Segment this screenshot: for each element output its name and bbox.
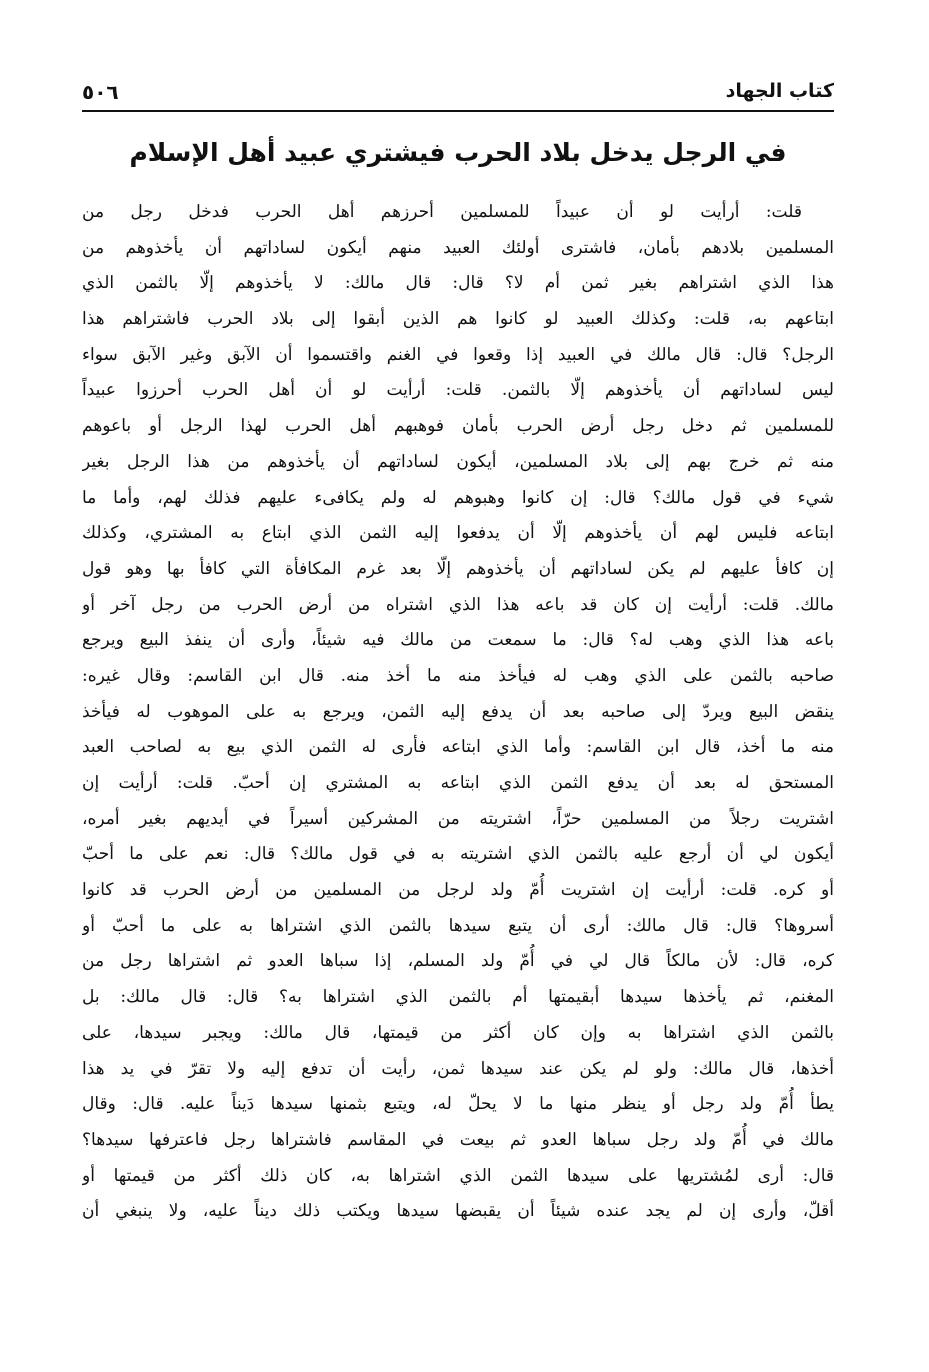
page-header bbox=[82, 74, 834, 112]
page-number: ٥٠٦ bbox=[82, 80, 119, 104]
text-line: أقلّ، وأرى إن لم يجد عنده شيئاً أن يقبضها سيدها ويكتب ذلك ديناً عليه، ولا ينبغي أن bbox=[82, 1201, 834, 1222]
text-line: مالك في أُمّ ولد رجل سباها العدو ثم بيعت في المقاسم فاشتراها رجل فاعترفها سيدها؟ bbox=[82, 1129, 834, 1150]
text-line: بالثمن الذي اشتراها به وإن كان أكثر من قيمتها، قال مالك: ويجبر سيدها، على bbox=[82, 1022, 834, 1043]
chapter-title: في الرجل يدخل بلاد الحرب فيشتري عبيد أهل الإسلام bbox=[129, 138, 787, 167]
text-line: قال: أرى لمُشتريها على سيدها الثمن الذي اشتراها به، كان ذلك أكثر من قيمتها أو bbox=[82, 1165, 834, 1186]
text-line: ابتاعهم به، قلت: وكذلك العبيد لو كانوا هم الذين أبقوا إلى بلاد الحرب فاشتراهم هذا bbox=[82, 309, 834, 330]
text-line: أخذها، قال مالك: ولو لم يكن عند سيدها ثمن، رأيت أن تدفع إليه ولا تقرّ في يد هذا bbox=[82, 1058, 834, 1079]
text-line: ليس لساداتهم أن يأخذوهم إلّا بالثمن. قلت: أرأيت لو أن أهل الحرب أحرزوا عبيداً bbox=[82, 380, 834, 401]
text-line: المغنم، ثم يأخذها سيدها أبقيمتها أم بالثمن الذي اشتراها به؟ قال: قال مالك: بل bbox=[82, 987, 834, 1008]
text-line: اشتريت رجلاً من المسلمين حرّاً، اشتريته من المشركين أسيراً في أيديهم بغير أمره، bbox=[82, 808, 834, 829]
text-line: كره، قال: لأن مالكاً قال لي في أُمّ ولد المسلم، إذا سباها العدو ثم اشتراها رجل من bbox=[82, 951, 834, 972]
text-line: أسروها؟ قال: قال مالك: أرى أن يتبع سيدها بالثمن الذي اشتراها به على ما أحبّ أو bbox=[82, 915, 834, 936]
running-header-book-title: كتاب الجهاد bbox=[725, 80, 834, 102]
text-line: منه ما أخذ، قال ابن القاسم: وأما الذي ابتاعه فأرى له الثمن الذي بيع به لصاحب العبد bbox=[82, 737, 834, 758]
text-line: باعه هذا الذي وهب له؟ قال: ما سمعت من مالك فيه شيئاً، وأرى أن ينفذ البيع ويرجع bbox=[82, 630, 834, 651]
text-line: قلت: أرأيت لو أن عبيداً للمسلمين أحرزهم أهل الحرب فدخل رجل من bbox=[82, 202, 802, 222]
text-line: ابتاعه فليس لهم أن يأخذوهم إلّا أن يدفعوا إليه الثمن الذي ابتاع به المشتري، وكذلك bbox=[82, 523, 834, 544]
text-line: أيكون لي أن أرجع عليه بالثمن الذي اشتريته به في قول مالك؟ قال: نعم على ما أحبّ bbox=[82, 844, 834, 865]
text-line: ينقض البيع ويردّ إلى صاحبه بعد أن يدفع إليه الثمن، ويرجع به على الموهوب له فيأخذ bbox=[82, 701, 834, 722]
text-line: الرجل؟ قال: قال مالك في العبيد إذا وقعوا في الغنم واقتسموا أن الآبق وغير الآبق سواء bbox=[82, 344, 834, 365]
body-text bbox=[82, 195, 834, 1230]
text-line: هذا الذي اشتراهم بغير ثمن أم لا؟ قال: قال مالك: لا يأخذوهم إلّا بالثمن الذي bbox=[82, 273, 834, 294]
text-line: للمسلمين ثم دخل رجل أرض الحرب بأمان فوهبهم أهل الحرب لهذا الرجل أو باعوهم bbox=[82, 416, 834, 437]
text-line: المسلمين بلادهم بأمان، فاشترى أولئك العبيد منهم أيكون لساداتهم أن يأخذوهم من bbox=[82, 237, 834, 258]
text-line: صاحبه بالثمن على الذي وهب له فيأخذ منه ما أخذ منه. قال ابن القاسم: وقال غيره: bbox=[82, 665, 834, 686]
text-line: يطأ أُمّ ولد رجل أو ينظر منها ما لا يحلّ له، ويتبع بثمنها سيدها دَيناً عليه. قال: وقال bbox=[82, 1094, 834, 1115]
text-line: أو كره. قلت: أرأيت إن اشتريت أُمّ ولد لرجل من المسلمين من أرض الحرب قد كانوا bbox=[82, 880, 834, 901]
text-line: منه ثم خرج بهم إلى بلاد المسلمين، أيكون لساداتهم أن يأخذوهم من هذا الرجل بغير bbox=[82, 451, 834, 472]
text-line: المستحق له بعد أن يدفع الثمن الذي ابتاعه به المشتري إن أحبّ. قلت: أرأيت إن bbox=[82, 773, 834, 793]
text-line: مالك. قلت: أرأيت إن كان قد باعه هذا الذي اشتراه من أرض الحرب من رجل آخر أو bbox=[82, 594, 834, 615]
text-line: إن كافأ عليهم لم يكن لساداتهم أن يأخذوهم إلّا بعد غرم المكافأة التي كافأ بها وهو قول bbox=[82, 558, 834, 579]
text-line: شيء في قول مالك؟ قال: إن كانوا وهبوهم له ولم يكافىء عليهم فذلك لهم، وأما ما bbox=[82, 487, 834, 508]
